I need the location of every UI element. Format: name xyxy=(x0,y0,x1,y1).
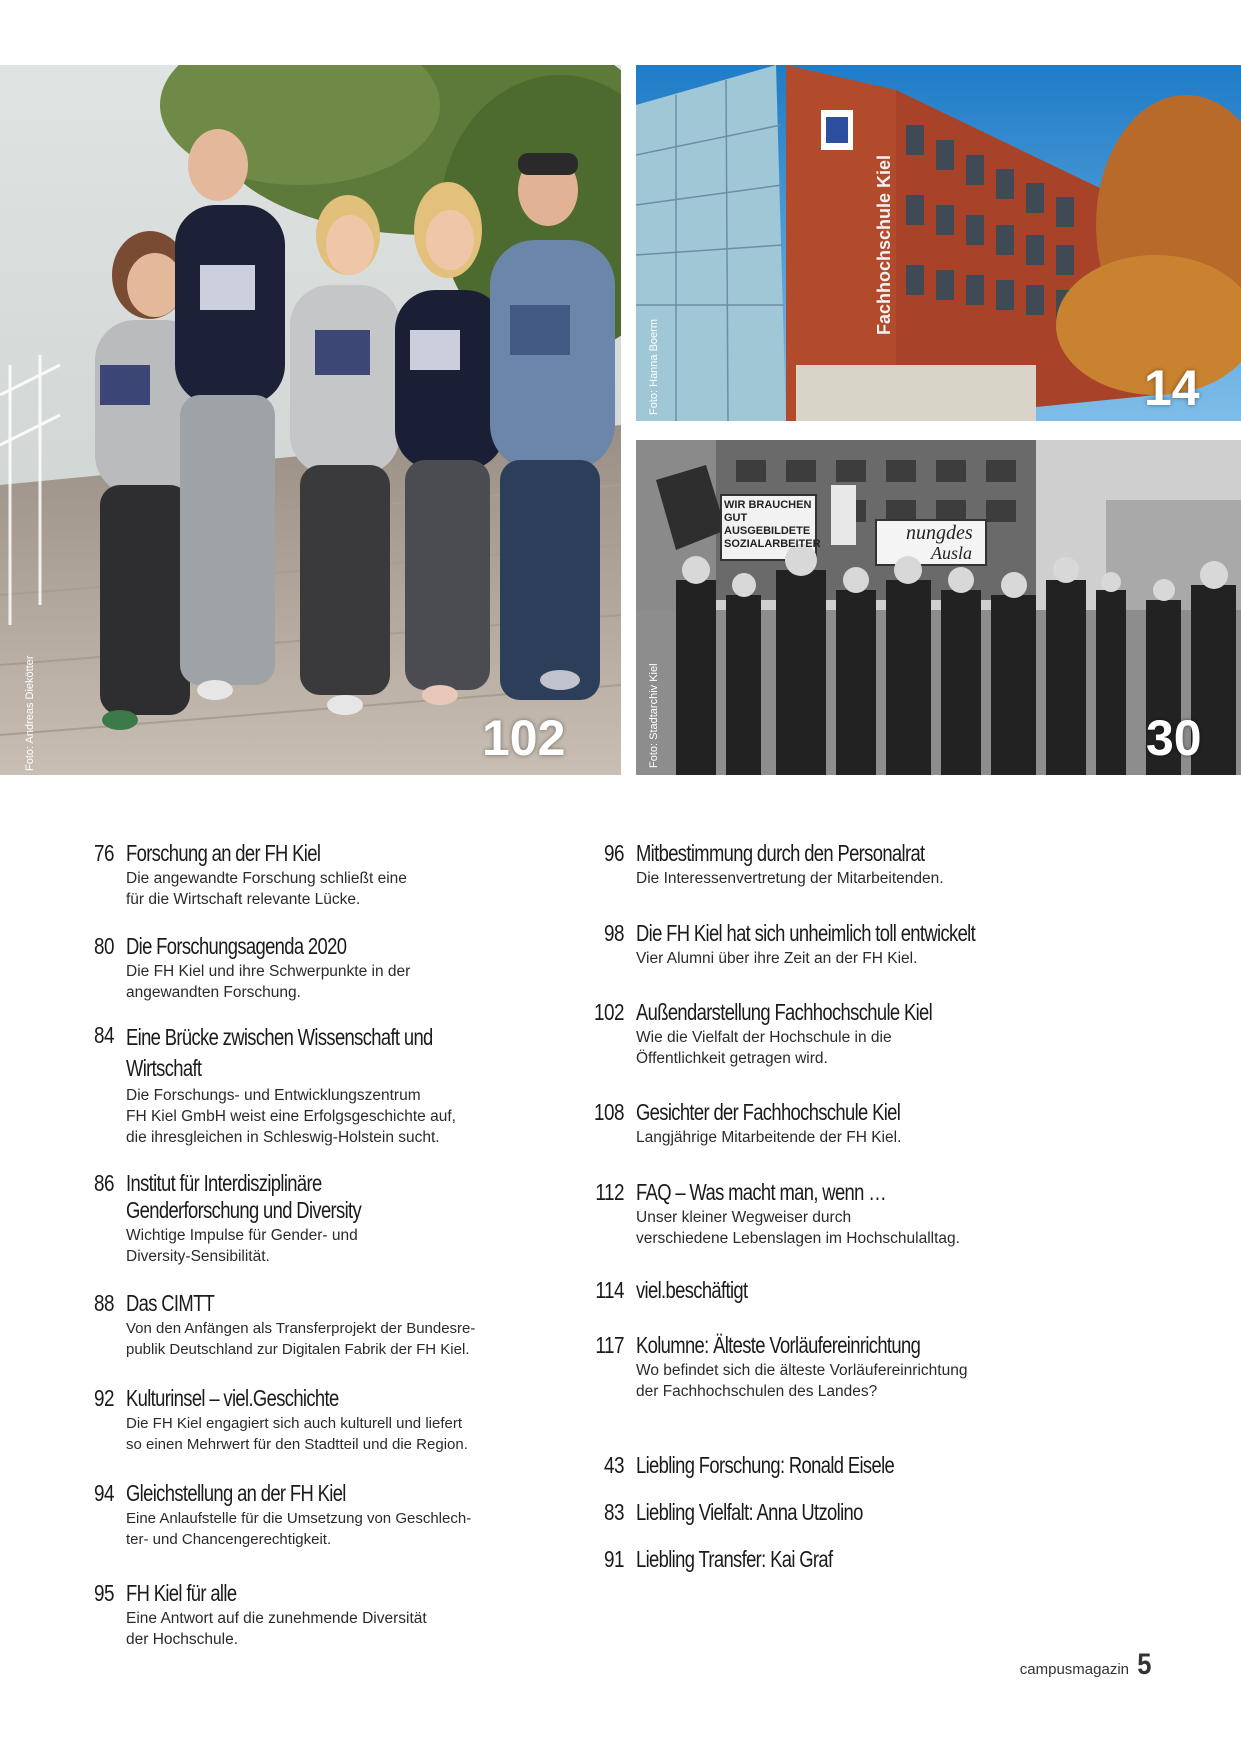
toc-desc: Vier Alumni über ihre Zeit an der FH Kiel. xyxy=(636,950,918,967)
toc-desc: Wichtige Impulse für Gender- und Diversity-Sensibilität. xyxy=(126,1227,358,1265)
toc-entry[interactable] xyxy=(580,1452,1040,1479)
toc-desc: Die FH Kiel engagiert sich auch kulturell und liefert so einen Mehrwert für den Stadtteil und die Region. xyxy=(126,1415,468,1453)
photo-page-number: 14 xyxy=(1144,360,1200,416)
toc-entry[interactable] xyxy=(70,1170,510,1267)
photo-credit: Foto: Stadtarchiv Kiel xyxy=(648,663,660,768)
toc-left-column xyxy=(70,840,510,1650)
toc-page-number: 102 xyxy=(594,999,624,1025)
toc-title: viel.beschäftigt xyxy=(636,1277,748,1303)
toc-entry[interactable] xyxy=(580,840,1040,889)
toc-title: Forschung an der FH Kiel xyxy=(126,840,321,866)
toc-entry[interactable] xyxy=(70,1385,510,1455)
toc-entry[interactable] xyxy=(580,1499,1040,1526)
toc-entry[interactable] xyxy=(70,1480,510,1550)
toc-entry[interactable] xyxy=(70,840,510,910)
toc-desc: Wie die Vielfalt der Hochschule in die Öffentlichkeit getragen wird. xyxy=(636,1029,892,1067)
toc-desc: Wo befindet sich die älteste Vorläufereinrichtung der Fachhochschulen des Landes? xyxy=(636,1362,968,1400)
protest-sign-3: Ausla xyxy=(931,543,973,563)
toc-desc: Unser kleiner Wegweiser durch verschiedene Lebenslagen im Hochschulalltag. xyxy=(636,1209,960,1247)
toc-entry[interactable] xyxy=(70,1290,510,1360)
footer-page-number: 5 xyxy=(1137,1648,1152,1681)
toc-page-number: 117 xyxy=(595,1332,624,1358)
toc-entry[interactable] xyxy=(70,1022,510,1148)
toc-entry[interactable] xyxy=(580,1277,1040,1304)
toc-page-number: 80 xyxy=(93,933,114,959)
toc-desc: Eine Anlaufstelle für die Umsetzung von Geschlech- ter- und Chancengerechtigkeit. xyxy=(126,1510,472,1548)
toc-title: Liebling Forschung: Ronald Eisele xyxy=(636,1452,895,1478)
photo-protest xyxy=(636,440,1241,775)
toc-title: Das CIMTT xyxy=(126,1290,215,1316)
toc-title: Kolumne: Älteste Vorläufereinrichtung xyxy=(636,1332,921,1358)
toc-desc: Eine Antwort auf die zunehmende Diversität der Hochschule. xyxy=(126,1610,427,1648)
toc-desc: Die FH Kiel und ihre Schwerpunkte in der angewandten Forschung. xyxy=(126,963,411,1001)
toc-right-column xyxy=(580,840,1040,1573)
toc-entry[interactable] xyxy=(70,1580,510,1650)
toc-entry[interactable] xyxy=(580,999,1040,1069)
toc-entry[interactable] xyxy=(580,1099,1040,1148)
toc-title: Die FH Kiel hat sich unheimlich toll entwickelt xyxy=(636,920,976,946)
toc-desc: Die angewandte Forschung schließt eine für die Wirtschaft relevante Lücke. xyxy=(126,870,407,908)
toc-page-number: 43 xyxy=(603,1452,624,1478)
toc-page-number: 98 xyxy=(603,920,624,946)
toc-desc: Die Forschungs- und Entwicklungszentrum FH Kiel GmbH weist eine Erfolgsgeschichte auf, die ihresgleichen in Schleswig-Holstein sucht. xyxy=(126,1087,456,1146)
toc-title: Gleichstellung an der FH Kiel xyxy=(126,1480,346,1506)
toc-title: FAQ – Was macht man, wenn … xyxy=(636,1179,886,1205)
toc-title: Liebling Vielfalt: Anna Utzolino xyxy=(636,1499,863,1525)
toc-title: Außendarstellung Fachhochschule Kiel xyxy=(636,999,933,1025)
toc-page-number: 95 xyxy=(93,1580,114,1606)
photo-credit: Foto: Andreas Diekötter xyxy=(24,655,36,771)
toc-title: Gesichter der Fachhochschule Kiel xyxy=(636,1099,901,1125)
toc-title: FH Kiel für alle xyxy=(126,1580,237,1606)
toc-desc: Die Interessenvertretung der Mitarbeitenden. xyxy=(636,870,944,887)
toc-page-number: 112 xyxy=(595,1179,624,1205)
toc-page-number: 86 xyxy=(93,1170,114,1196)
toc-title: Die Forschungsagenda 2020 xyxy=(126,933,347,959)
photo-page-number: 30 xyxy=(1146,710,1202,766)
toc-title: Liebling Transfer: Kai Graf xyxy=(636,1546,833,1572)
toc-page-number: 108 xyxy=(594,1099,624,1125)
toc-entry[interactable] xyxy=(580,1179,1040,1249)
students-illustration xyxy=(0,65,621,775)
toc-entry[interactable] xyxy=(580,1546,1040,1573)
toc-page-number: 96 xyxy=(603,840,624,866)
toc-page-number: 76 xyxy=(93,840,114,866)
photo-credit: Foto: Hanna Boerm xyxy=(648,319,660,415)
toc-desc: Langjährige Mitarbeitende der FH Kiel. xyxy=(636,1129,902,1146)
toc-entry[interactable] xyxy=(580,920,1040,969)
photo-page-number: 102 xyxy=(482,710,566,766)
toc-page-number: 92 xyxy=(93,1385,114,1411)
toc-title: Eine Brücke zwischen Wissenschaft und Wirtschaft xyxy=(126,1024,433,1081)
protest-sign-1: WIR BRAUCHEN GUT AUSGEBILDETE SOZIALARBEITER xyxy=(724,499,821,550)
photo-building xyxy=(636,65,1241,421)
protest-sign-2: nungdes xyxy=(906,522,973,544)
building-sign: Fachhochschule Kiel xyxy=(874,154,894,335)
toc-page-number: 83 xyxy=(603,1499,624,1525)
toc-desc: Von den Anfängen als Transferprojekt der Bundesre- publik Deutschland zur Digitalen Fabrik der FH Kiel. xyxy=(126,1320,476,1358)
toc-page-number: 94 xyxy=(93,1480,114,1506)
toc-entry[interactable] xyxy=(70,933,510,1003)
toc-title: Kulturinsel – viel.Geschichte xyxy=(126,1385,339,1411)
toc-entry[interactable] xyxy=(580,1332,1040,1402)
toc-title: Mitbestimmung durch den Personalrat xyxy=(636,840,925,866)
footer-magazine-label: campusmagazin xyxy=(1019,1661,1129,1678)
toc-title: Institut für Interdisziplinäre Genderforschung und Diversity xyxy=(126,1170,362,1223)
toc-page-number: 88 xyxy=(93,1290,114,1316)
toc-page-number: 84 xyxy=(93,1022,114,1048)
photo-students xyxy=(0,65,621,775)
toc-page-number: 114 xyxy=(595,1277,624,1303)
toc-page-number: 91 xyxy=(603,1546,624,1572)
